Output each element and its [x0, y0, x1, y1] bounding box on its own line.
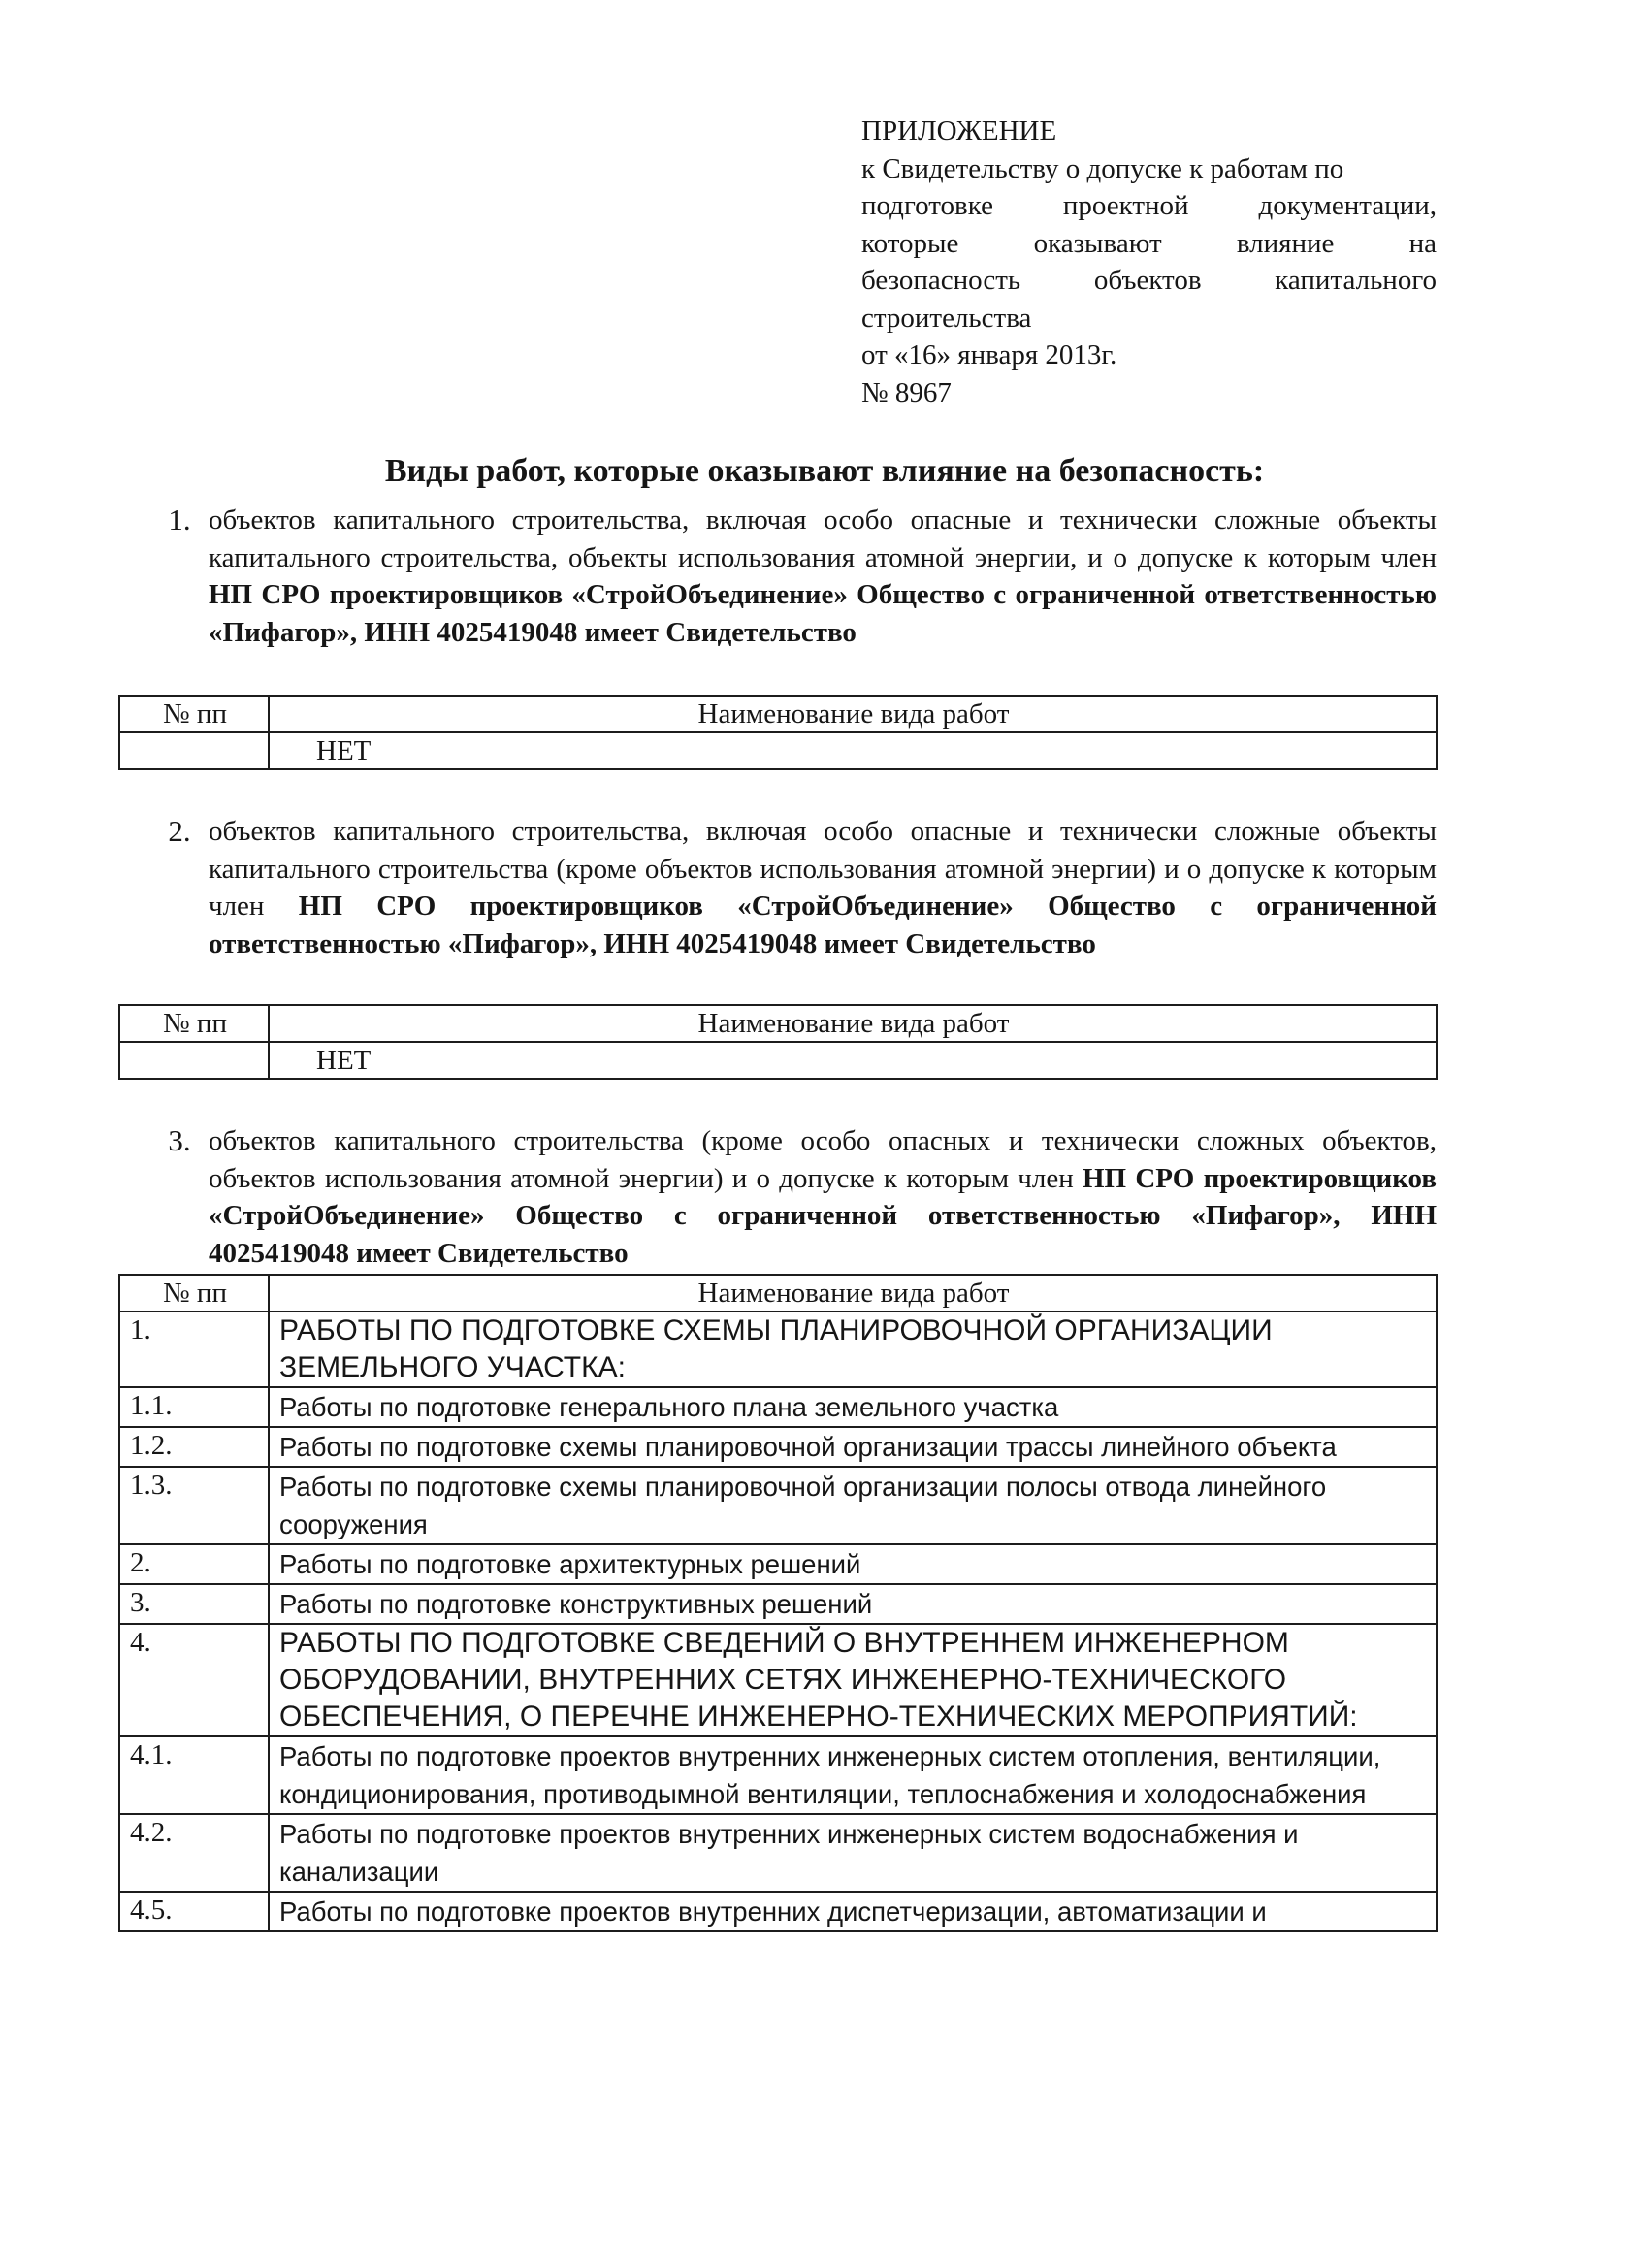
cell-num: 3.: [119, 1584, 269, 1624]
cell-name: РАБОТЫ ПО ПОДГОТОВКЕ СВЕДЕНИЙ О ВНУТРЕННЕМ ИНЖЕНЕРНОМ ОБОРУДОВАНИИ, ВНУТРЕННИХ СЕТЯХ ИНЖЕНЕРНО-ТЕХНИЧЕСКОГО ОБЕСПЕЧЕНИЯ, О ПЕРЕЧНЕ ИНЖЕНЕРНО-ТЕХНИЧЕСКИХ МЕРОПРИЯТИЙ:: [269, 1624, 1437, 1736]
cell-num: 4.5.: [119, 1892, 269, 1931]
table-row: [119, 1387, 1437, 1427]
cell-name: РАБОТЫ ПО ПОДГОТОВКЕ СХЕМЫ ПЛАНИРОВОЧНОЙ ОРГАНИЗАЦИИ ЗЕМЕЛЬНОГО УЧАСТКА:: [269, 1312, 1437, 1387]
header-name: Наименование вида работ: [269, 1275, 1437, 1312]
table-row: [119, 1467, 1437, 1544]
table-row: [119, 1624, 1437, 1736]
cell-num: 4.: [119, 1624, 269, 1736]
section-text: [209, 502, 1437, 651]
page-title: Виды работ, которые оказывают влияние на безопасность:: [384, 453, 1265, 489]
appendix-line: безопасность объектов капитального: [861, 265, 1437, 296]
appendix-number: № 8967: [861, 376, 952, 408]
section-2-intro: [155, 813, 1437, 962]
appendix-date: от «16» января 2013г.: [861, 340, 1117, 371]
cell-name: Работы по подготовке схемы планировочной организации трассы линейного объекта: [269, 1427, 1437, 1467]
table-row: [119, 1427, 1437, 1467]
table-row: [119, 1814, 1437, 1892]
cell-name: Работы по подготовке конструктивных решений: [269, 1584, 1437, 1624]
section-text-bold: НП СРО проектировщиков «СтройОбъединение» Общество с ограниченной ответственностью «Пифагор», ИНН 4025419048 имеет Свидетельство: [209, 891, 1438, 959]
cell-num: [119, 1042, 269, 1079]
section-text-bold: НП СРО проектировщиков «СтройОбъединение» Общество с ограниченной ответственностью «Пифагор», ИНН 4025419048 имеет Свидетельство: [209, 1162, 1437, 1269]
section-text-bold: НП СРО проектировщиков «СтройОбъединение» Общество с ограниченной ответственностью «Пифагор», ИНН 4025419048 имеет Свидетельство: [209, 579, 1437, 648]
cell-num: 1.: [119, 1312, 269, 1387]
section-number: 2.: [168, 814, 191, 848]
table-row: [119, 1312, 1437, 1387]
cell-name: НЕТ: [269, 732, 1437, 769]
table-row: [119, 1544, 1437, 1584]
appendix-line: строительства: [861, 302, 1032, 334]
header-num: № пп: [119, 696, 269, 732]
appendix-line: которые оказывают влияние на: [861, 227, 1437, 259]
appendix-header: [861, 113, 1437, 411]
cell-num: 1.1.: [119, 1387, 269, 1427]
cell-name: Работы по подготовке проектов внутренних инженерных систем отопления, вентиляции, кондиционирования, противодымной вентиляции, теплоснабжения и холодоснабжения: [269, 1736, 1437, 1814]
cell-name: Работы по подготовке архитектурных решений: [269, 1544, 1437, 1584]
section-text-plain: объектов капитального строительства, включая особо опасные и технически сложные объекты капитального строительства (кроме объектов использования атомной энергии) и о допуске к которым член: [209, 816, 1437, 922]
cell-num: [119, 732, 269, 769]
section-3-intro: [155, 1122, 1437, 1272]
section-number: 1.: [168, 502, 191, 536]
appendix-title: ПРИЛОЖЕНИЕ: [861, 115, 1057, 146]
works-table: [118, 1274, 1438, 1932]
table-row: [119, 1584, 1437, 1624]
section-text-plain: объектов капитального строительства, включая особо опасные и технически сложные объекты капитального строительства, объекты использования атомной энергии, и о допуске к которым член: [209, 504, 1437, 573]
section-text: [209, 813, 1437, 962]
appendix-line: подготовке проектной документации,: [861, 190, 1437, 221]
table-row: [119, 1736, 1437, 1814]
section-1-intro: [155, 502, 1437, 651]
header-name: Наименование вида работ: [269, 696, 1437, 732]
header-name: Наименование вида работ: [269, 1005, 1437, 1042]
cell-name: НЕТ: [269, 1042, 1437, 1079]
appendix-line: к Свидетельству о допуске к работам по: [861, 152, 1344, 184]
cell-num: 1.2.: [119, 1427, 269, 1467]
table-row: [119, 1042, 1437, 1079]
cell-num: 4.1.: [119, 1736, 269, 1814]
cell-num: 4.2.: [119, 1814, 269, 1892]
section-text-plain: объектов капитального строительства (кроме особо опасных и технически сложных объектов, объектов использования атомной энергии) и о допуске к которым член: [209, 1125, 1437, 1194]
cell-name: Работы по подготовке схемы планировочной организации полосы отвода линейного сооружения: [269, 1467, 1437, 1544]
section-text: [209, 1122, 1437, 1272]
table-header-row: [119, 1005, 1437, 1042]
works-table-body: [119, 1312, 1437, 1931]
table-header-row: [119, 696, 1437, 732]
table-row: [119, 1892, 1437, 1931]
section-2-table: [118, 1004, 1438, 1080]
cell-name: Работы по подготовке проектов внутренних инженерных систем водоснабжения и канализации: [269, 1814, 1437, 1892]
cell-name: Работы по подготовке проектов внутренних диспетчеризации, автоматизации и: [269, 1892, 1437, 1931]
cell-num: 2.: [119, 1544, 269, 1584]
table-header-row: [119, 1275, 1437, 1312]
section-1-table: [118, 695, 1438, 770]
cell-num: 1.3.: [119, 1467, 269, 1544]
header-num: № пп: [119, 1275, 269, 1312]
section-number: 3.: [168, 1123, 191, 1157]
cell-name: Работы по подготовке генерального плана земельного участка: [269, 1387, 1437, 1427]
table-row: [119, 732, 1437, 769]
header-num: № пп: [119, 1005, 269, 1042]
